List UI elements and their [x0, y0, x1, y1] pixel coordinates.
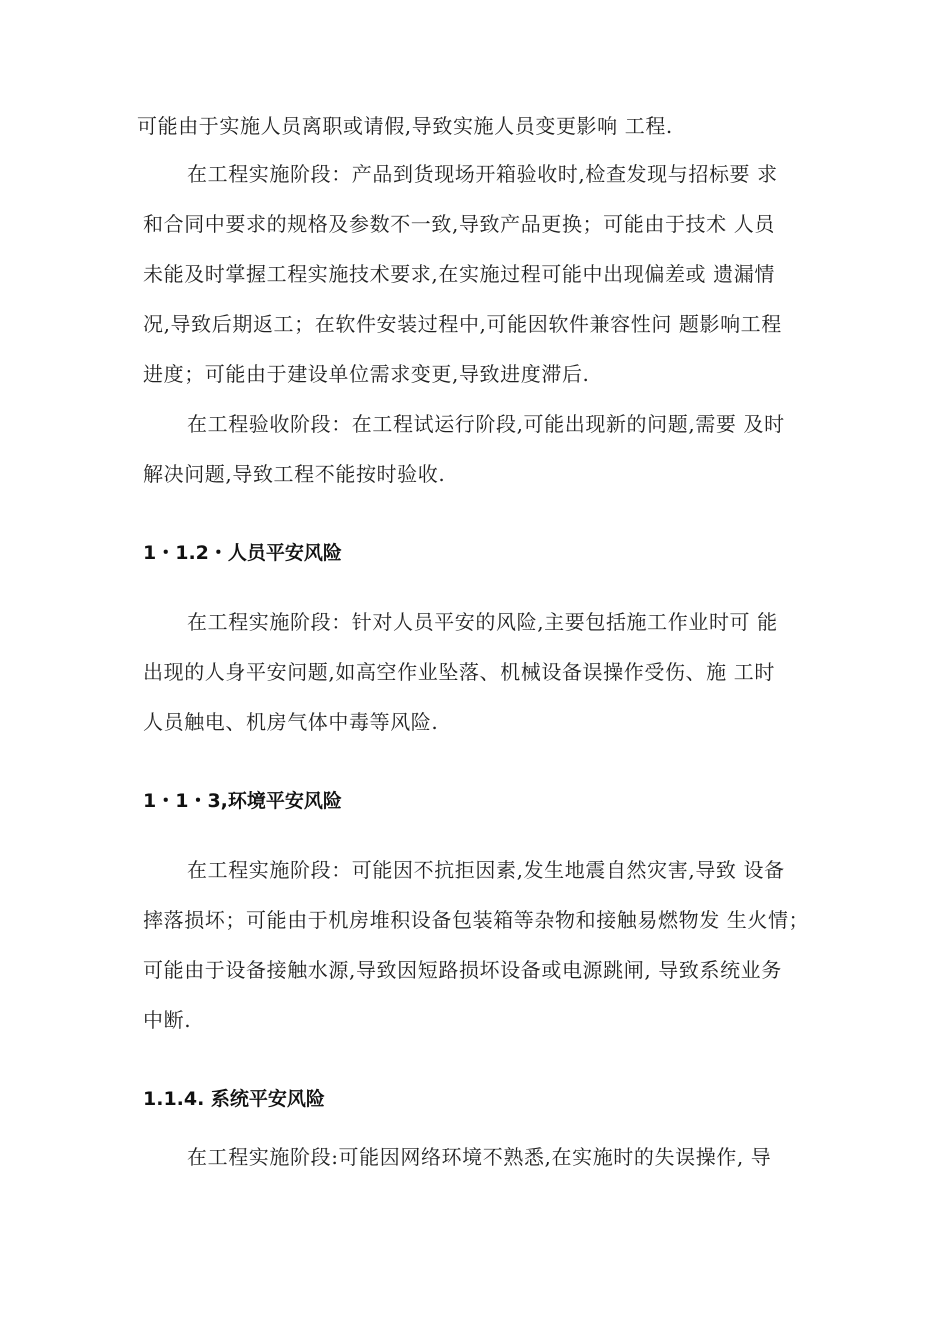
paragraph-line: 在工程实施阶段：针对人员平安的风险,主要包括施工作业时可 能 — [187, 610, 778, 634]
paragraph-line: 在工程实施阶段：产品到货现场开箱验收时,检查发现与招标要 求 — [187, 162, 778, 186]
paragraph-line: 中断. — [143, 1008, 192, 1032]
paragraph-line: 解决问题,导致工程不能按时验收. — [143, 462, 446, 486]
section-heading: 1・1・3,环境平安风险 — [143, 790, 342, 812]
paragraph-line: 在工程实施阶段：可能因不抗拒因素,发生地震自然灾害,导致 设备 — [187, 858, 785, 882]
paragraph-line: 进度；可能由于建设单位需求变更,导致进度滞后. — [143, 362, 590, 386]
section-heading: 1・1.2・人员平安风险 — [143, 542, 342, 564]
paragraph-line: 出现的人身平安问题,如高空作业坠落、机械设备误操作受伤、施 工时 — [143, 660, 775, 684]
paragraph-line: 可能由于实施人员离职或请假,导致实施人员变更影响 工程. — [137, 114, 673, 138]
paragraph-line: 况,导致后期返工；在软件安装过程中,可能因软件兼容性问 题影响工程 — [143, 312, 782, 336]
paragraph-line: 人员触电、机房气体中毒等风险. — [143, 710, 439, 734]
paragraph-line: 在工程验收阶段：在工程试运行阶段,可能出现新的问题,需要 及时 — [187, 412, 785, 436]
paragraph-line: 和合同中要求的规格及参数不一致,导致产品更换；可能由于技术 人员 — [143, 212, 775, 236]
paragraph-line: 可能由于设备接触水源,导致因短路损坏设备或电源跳闸, 导致系统业务 — [143, 958, 782, 982]
paragraph-line: 在工程实施阶段:可能因网络环境不熟悉,在实施时的失误操作, 导 — [187, 1145, 772, 1169]
paragraph-line: 摔落损坏；可能由于机房堆积设备包装箱等杂物和接触易燃物发 生火情； — [143, 908, 810, 932]
paragraph-line: 未能及时掌握工程实施技术要求,在实施过程可能中出现偏差或 遗漏情 — [143, 262, 775, 286]
section-heading: 1.1.4. 系统平安风险 — [143, 1088, 325, 1110]
